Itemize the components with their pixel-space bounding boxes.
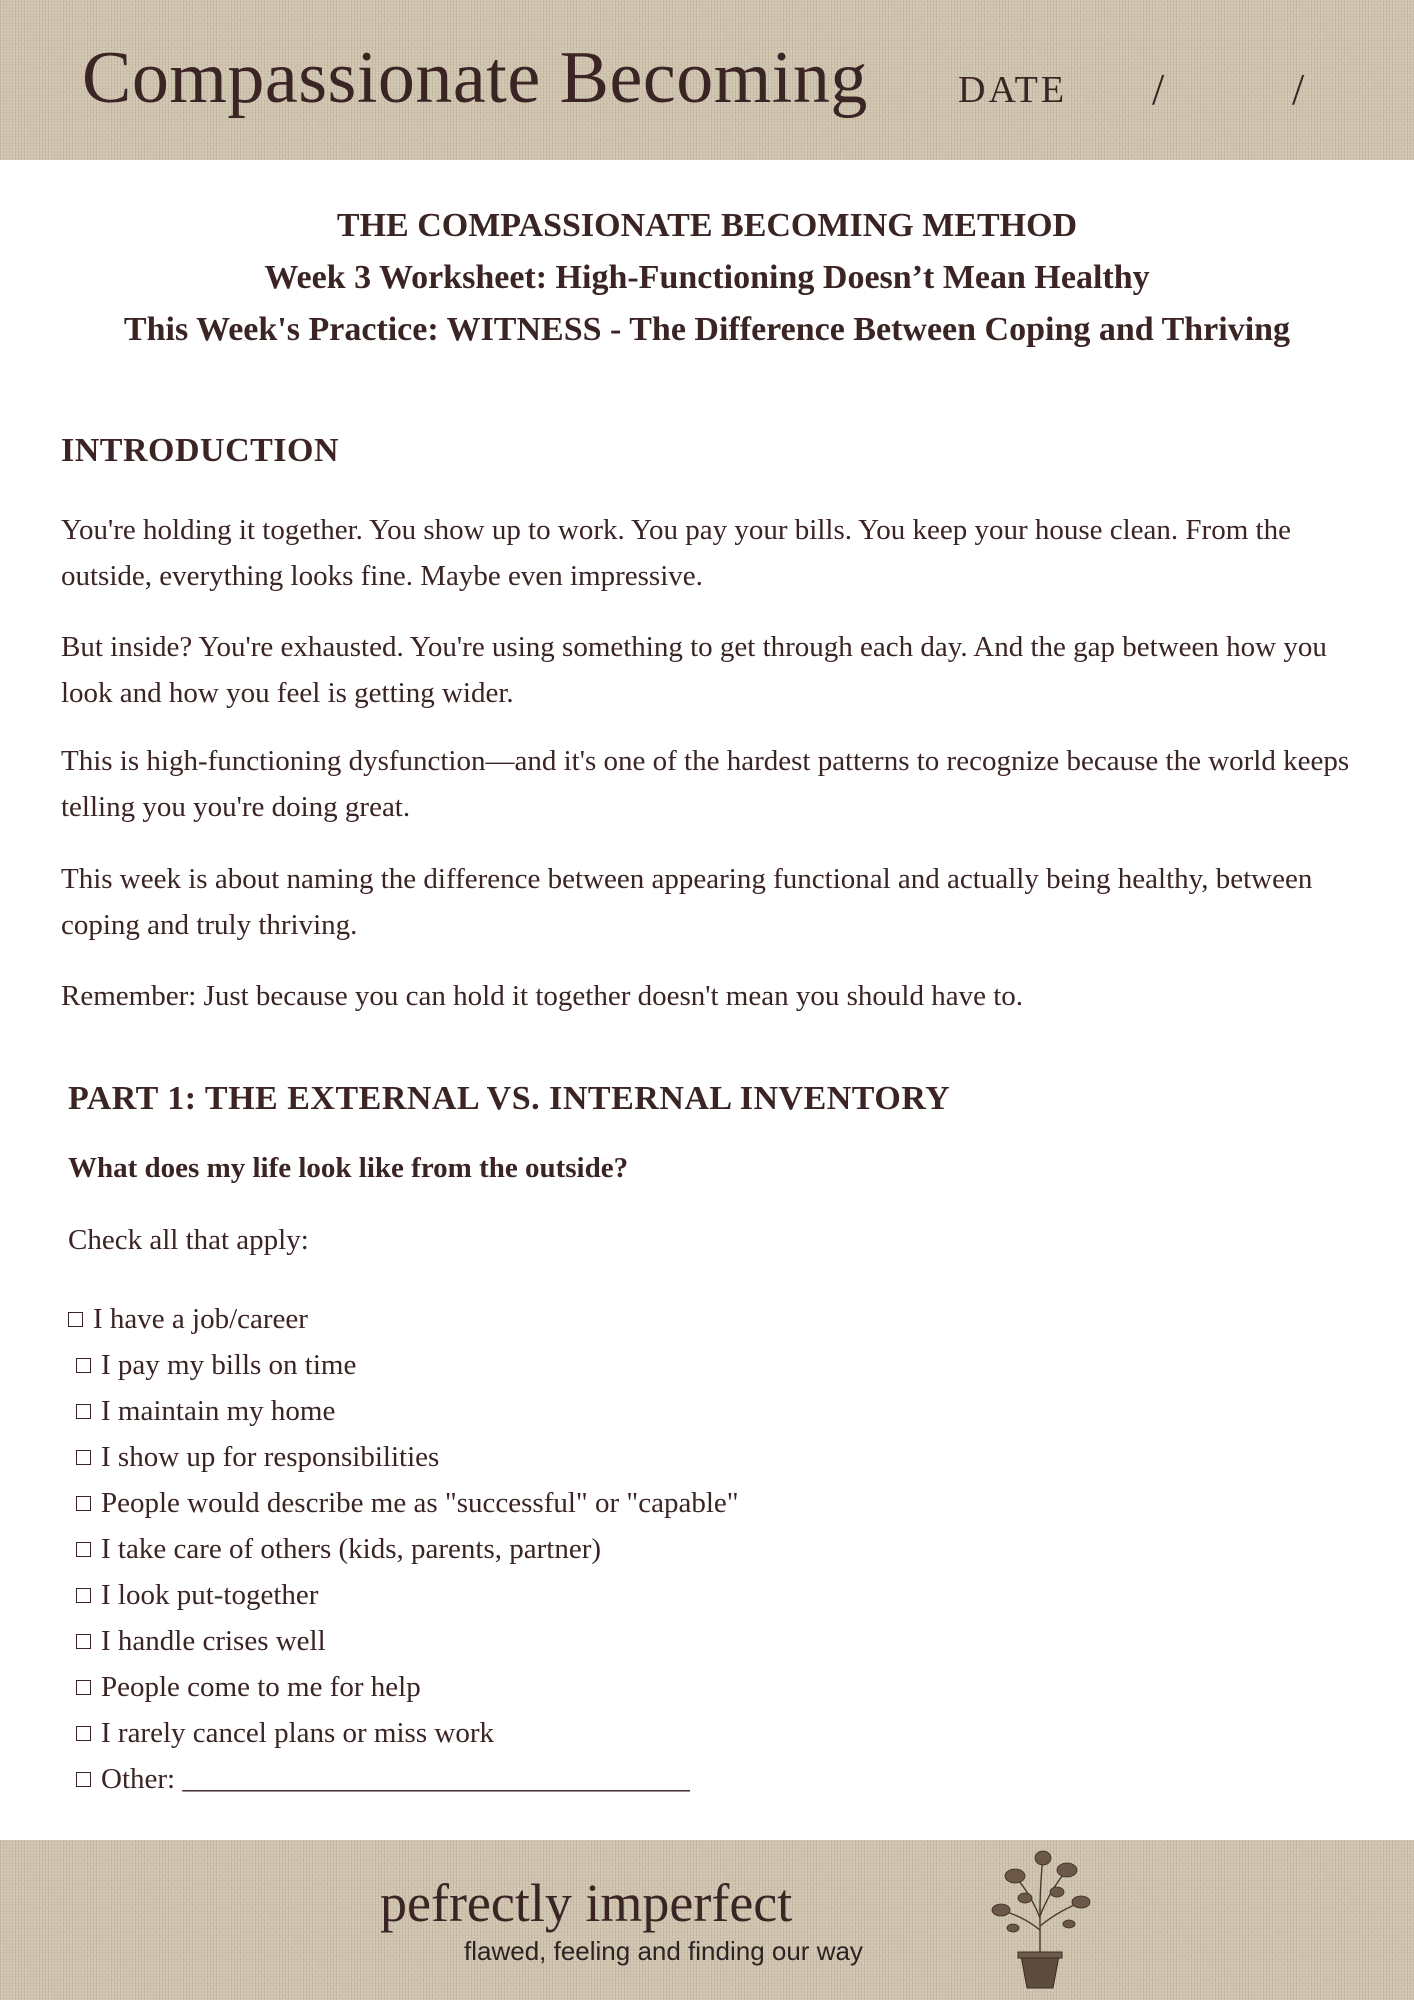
checklist-item-label: I rarely cancel plans or miss work <box>101 1716 494 1749</box>
checklist-item[interactable] <box>68 1342 739 1388</box>
intro-paragraph-1: You're holding it together. You show up to work. You pay your bills. You keep your house clean. From the outside, everything looks fine. Maybe even impressive. <box>61 514 1291 592</box>
checklist-item-label: I take care of others (kids, parents, partner) <box>101 1532 602 1565</box>
footer-tagline: flawed, feeling and finding our way <box>464 1936 863 1966</box>
date-separator-2: / <box>1292 65 1305 114</box>
part1-heading: PART 1: THE EXTERNAL VS. INTERNAL INVENTORY <box>68 1080 951 1117</box>
intro-paragraph-5: Remember: Just because you can hold it together doesn't mean you should have to. <box>61 980 1023 1012</box>
checklist-item-label: I pay my bills on time <box>101 1348 357 1381</box>
potted-plant-icon <box>985 1848 1095 1998</box>
checklist-item-label: I show up for responsibilities <box>101 1440 440 1473</box>
checkbox-icon[interactable] <box>76 1358 91 1373</box>
practice-title: This Week's Practice: WITNESS - The Difference Between Coping and Thriving <box>123 311 1291 348</box>
intro-paragraph-4: This week is about naming the difference between appearing functional and actually being healthy, between coping and truly thriving. <box>61 863 1313 941</box>
checklist-item[interactable] <box>68 1296 739 1342</box>
footer-brand: pefrectly imperfect <box>380 1873 793 1933</box>
intro-paragraph-3: This is high-functioning dysfunction—and it's one of the hardest patterns to recognize because the world keeps telling you you're doing great. <box>61 745 1350 823</box>
checkbox-icon[interactable] <box>76 1634 91 1649</box>
method-title: THE COMPASSIONATE BECOMING METHOD <box>336 207 1078 244</box>
checkbox-icon[interactable] <box>76 1542 91 1557</box>
date-separator-1: / <box>1152 65 1165 114</box>
part1-instruction: Check all that apply: <box>68 1224 309 1256</box>
intro-paragraph-2: But inside? You're exhausted. You're using something to get through each day. And the gap between how you look and how you feel is getting wider. <box>61 631 1327 709</box>
week-title: Week 3 Worksheet: High-Functioning Doesn’t Mean Healthy <box>264 259 1150 296</box>
checklist-item-label: Other: ___________________________________ <box>101 1762 690 1795</box>
checklist-item[interactable] <box>68 1526 739 1572</box>
checklist-item[interactable] <box>68 1388 739 1434</box>
header-band <box>0 0 1414 160</box>
checklist-item-label: People come to me for help <box>101 1670 421 1703</box>
date-label: DATE <box>958 69 1068 111</box>
checklist-item[interactable] <box>68 1664 739 1710</box>
checklist-item-label: People would describe me as "successful" or "capable" <box>101 1486 739 1519</box>
checklist-item-label: I handle crises well <box>101 1624 326 1657</box>
checkbox-icon[interactable] <box>76 1496 91 1511</box>
worksheet-title-block <box>0 200 1414 356</box>
checklist-item-label: I look put-together <box>101 1578 319 1611</box>
part1-question: What does my life look like from the outside? <box>68 1152 629 1184</box>
checklist-item-label: I maintain my home <box>101 1394 336 1427</box>
checkbox-icon[interactable] <box>76 1404 91 1419</box>
checklist-item-other[interactable] <box>68 1756 739 1802</box>
checklist-item[interactable] <box>68 1618 739 1664</box>
checkbox-icon[interactable] <box>76 1450 91 1465</box>
checklist-item[interactable] <box>68 1572 739 1618</box>
checkbox-icon[interactable] <box>76 1726 91 1741</box>
checkbox-icon[interactable] <box>76 1588 91 1603</box>
brand-title: Compassionate Becoming <box>82 37 868 119</box>
checkbox-icon[interactable] <box>76 1680 91 1695</box>
checkbox-icon[interactable] <box>76 1772 91 1787</box>
checklist-item[interactable] <box>68 1480 739 1526</box>
introduction-heading: INTRODUCTION <box>61 432 340 469</box>
checklist-item[interactable] <box>68 1710 739 1756</box>
checklist-item-label: I have a job/career <box>93 1302 308 1335</box>
checklist-item[interactable] <box>68 1434 739 1480</box>
outside-checklist <box>68 1296 739 1802</box>
checkbox-icon[interactable] <box>68 1312 83 1327</box>
